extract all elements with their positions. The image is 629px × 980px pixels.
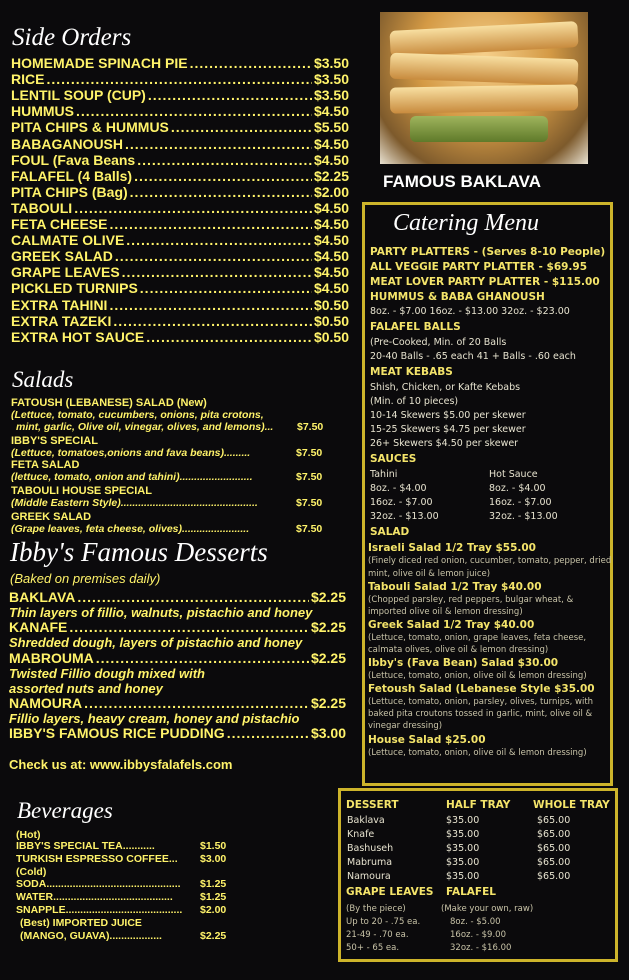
cold-label: (Cold)	[16, 866, 47, 878]
beverage-name: WATER.........................................	[16, 891, 173, 903]
catering-line: (Lettuce, tomato, onion, olive oil & lemon dressing)	[368, 671, 587, 681]
beverage-price: $2.00	[200, 904, 227, 916]
side-order-row	[11, 216, 349, 232]
baklava-photo	[380, 12, 588, 164]
salad-desc: (Lettuce, tomatoes,onions and fava beans).........	[11, 447, 251, 459]
catering-line: 26+ Skewers $4.50 per skewer	[370, 438, 519, 449]
catering-line: HUMMUS & BABA GHANOUSH	[370, 291, 545, 303]
catering-line: Shish, Chicken, or Kafte Kebabs	[370, 382, 521, 393]
beverage-price: $2.25	[200, 930, 227, 942]
salad-name: FETA SALAD	[11, 459, 80, 471]
item-price: $3.50	[313, 87, 349, 104]
tray-whole: $65.00	[537, 857, 571, 868]
item-name: HOMEMADE SPINACH PIE	[11, 55, 188, 71]
salad-desc: (Lettuce, tomato, cucumbers, onions, pita crotons,	[11, 409, 264, 421]
item-name: PITA CHIPS (Bag)	[11, 183, 128, 200]
side-order-row	[11, 184, 349, 200]
side-order-row	[11, 87, 349, 103]
item-name: FETA CHEESE	[11, 216, 108, 232]
photo-caption: FAMOUS BAKLAVA	[383, 172, 542, 191]
falafel-head: FALAFEL	[446, 886, 496, 898]
falafel-line: 32oz. - $16.00	[450, 943, 512, 953]
catering-line: (Min. of 10 pieces)	[370, 396, 459, 407]
item-name: EXTRA HOT SAUCE	[11, 328, 145, 345]
leader-dots	[140, 280, 312, 296]
beverage-name: (MANGO, GUAVA)..................	[20, 930, 162, 942]
beverage-price: $1.50	[200, 840, 227, 852]
dessert-desc: Fillio layers, heavy cream, honey and pistachio	[9, 711, 300, 726]
item-name: TABOULI	[11, 199, 73, 216]
item-price: $0.50	[313, 312, 349, 329]
catering-line: (Lettuce, tomato, onion, olive oil & lemon dressing)	[368, 748, 587, 758]
beverage-name: TURKISH ESPRESSO COFFEE...	[16, 853, 178, 865]
tray-item: Namoura	[347, 871, 391, 882]
catering-line: Greek Salad 1/2 Tray $40.00	[368, 619, 535, 631]
tray-item: Mabruma	[347, 857, 393, 868]
leader-dots	[130, 184, 312, 200]
tray-half: $35.00	[446, 815, 480, 826]
item-price: $4.50	[313, 264, 349, 281]
catering-line: baked pita croutons tossed in garlic, mint, olive oil &	[368, 709, 593, 719]
dessert-row	[9, 650, 346, 666]
side-order-row	[11, 168, 349, 184]
side-order-row	[11, 71, 349, 87]
side-order-row	[11, 248, 349, 264]
leader-dots	[96, 650, 309, 666]
catering-line: 32oz. - $13.00	[489, 511, 558, 522]
item-name: HUMMUS	[11, 103, 74, 120]
catering-line: SALAD	[370, 526, 410, 538]
falafel-line: 16oz. - $9.00	[450, 930, 506, 940]
salad-desc: (lettuce, tomato, onion and tahini).........................	[11, 471, 253, 483]
leader-dots	[74, 200, 312, 216]
beverage-name: SNAPPLE........................................	[16, 904, 183, 916]
tray-half: $35.00	[446, 857, 480, 868]
catering-line: ALL VEGGIE PARTY PLATTER - $69.95	[370, 261, 588, 273]
catering-title: Catering Menu	[393, 210, 539, 236]
leader-dots	[227, 725, 309, 741]
salad-name: GREEK SALAD	[11, 511, 92, 523]
leader-dots	[113, 313, 312, 329]
catering-line: calmata olives, olive oil & lemon dressing)	[368, 645, 549, 655]
grape-line: (By the piece)	[346, 904, 406, 914]
item-name: MABROUMA	[9, 650, 94, 666]
catering-line: 16oz. - $7.00	[489, 497, 552, 508]
hot-label: (Hot)	[16, 829, 41, 841]
salad-name: TABOULI HOUSE SPECIAL	[11, 485, 152, 497]
item-name: PITA CHIPS & HUMMUS	[11, 119, 169, 136]
item-price: $3.50	[313, 71, 349, 88]
salad-name: FATOUSH (LEBANESE) SALAD (New)	[11, 397, 207, 409]
catering-line: 15-25 Skewers $4.75 per skewer	[370, 424, 526, 435]
item-price: $2.25	[310, 589, 346, 605]
salad-price: $7.50	[296, 447, 323, 459]
tray-half: $35.00	[446, 829, 480, 840]
catering-line: (Pre-Cooked, Min. of 20 Balls	[370, 337, 507, 348]
item-price: $4.50	[313, 135, 349, 152]
item-price: $2.25	[310, 695, 346, 711]
dessert-row	[9, 725, 346, 741]
item-name: GRAPE LEAVES	[11, 264, 120, 281]
leader-dots	[115, 248, 312, 264]
catering-line: (Lettuce, tomato, onion, grape leaves, feta cheese,	[368, 633, 587, 643]
leader-dots	[171, 119, 312, 135]
salad-desc: mint, garlic, Olive oil, vinegar, olives, and lemons)...	[16, 421, 274, 433]
salad-desc: (Grape leaves, feta cheese, olives).......................	[11, 523, 250, 535]
side-order-row	[11, 329, 349, 345]
catering-line: 32oz. - $13.00	[370, 511, 439, 522]
item-name: GREEK SALAD	[11, 248, 113, 265]
item-name: LENTIL SOUP (CUP)	[11, 87, 146, 104]
tray-whole-head: WHOLE TRAY	[533, 799, 610, 811]
catering-line: MEAT KEBABS	[370, 366, 453, 378]
catering-line: Israeli Salad 1/2 Tray $55.00	[368, 542, 536, 554]
item-price: $2.00	[313, 183, 349, 200]
tray-item: Baklava	[347, 815, 385, 826]
beverage-price: $1.25	[200, 891, 227, 903]
catering-line: (Lettuce, tomato, onion, parsley, olives, turnips, with	[368, 697, 594, 707]
catering-line: mint, olive oil & lemon juice)	[368, 569, 491, 579]
leader-dots	[46, 71, 312, 87]
tray-half-head: HALF TRAY	[446, 799, 511, 811]
tray-item: Knafe	[347, 829, 375, 840]
catering-line: Hot Sauce	[489, 469, 538, 480]
item-price: $4.50	[313, 232, 349, 249]
catering-line: vinegar dressing)	[368, 721, 443, 731]
tray-whole: $65.00	[537, 871, 571, 882]
beverages-title: Beverages	[17, 798, 113, 823]
side-order-row	[11, 313, 349, 329]
item-name: EXTRA TAHINI	[11, 296, 108, 313]
catering-line: 20-40 Balls - .65 each 41 + Balls - .60 each	[370, 351, 576, 362]
catering-line: 10-14 Skewers $5.00 per skewer	[370, 410, 526, 421]
salad-price: $7.50	[296, 523, 323, 535]
item-price: $4.50	[313, 199, 349, 216]
salad-price: $7.50	[297, 421, 324, 433]
leader-dots	[134, 168, 312, 184]
side-order-row	[11, 232, 349, 248]
tray-dessert-head: DESSERT	[346, 799, 399, 811]
desserts-subtitle: (Baked on premises daily)	[10, 571, 161, 586]
item-price: $0.50	[313, 328, 349, 345]
item-name: NAMOURA	[9, 695, 83, 711]
leader-dots	[69, 619, 309, 635]
side-order-row	[11, 152, 349, 168]
leader-dots	[76, 103, 312, 119]
item-name: BABAGANOUSH	[11, 135, 123, 152]
website-link[interactable]: Check us at: www.ibbysfalafels.com	[9, 757, 233, 772]
dessert-desc: Shredded dough, layers of pistachio and honey	[9, 635, 303, 650]
catering-line: PARTY PLATTERS - (Serves 8-10 People)	[370, 246, 606, 258]
catering-line: House Salad $25.00	[368, 734, 486, 746]
dessert-desc: assorted nuts and honey	[9, 681, 163, 696]
item-name: BAKLAVA	[9, 589, 76, 605]
leader-dots	[109, 216, 311, 232]
grape-line: Up to 20 - .75 ea.	[346, 917, 421, 927]
grape-head: GRAPE LEAVES	[346, 886, 434, 898]
tray-whole: $65.00	[537, 815, 571, 826]
dessert-row	[9, 589, 346, 605]
item-price: $4.50	[313, 216, 349, 232]
leader-dots	[126, 232, 312, 248]
catering-line: 8oz. - $4.00	[489, 483, 546, 494]
leader-dots	[125, 136, 312, 152]
catering-line: imported olive oil & lemon dressing)	[368, 607, 523, 617]
grape-line: 50+ - 65 ea.	[346, 943, 400, 953]
tray-whole: $65.00	[537, 843, 571, 854]
item-name: CALMATE OLIVE	[11, 232, 125, 249]
salad-price: $7.50	[296, 471, 323, 483]
dessert-row	[9, 695, 346, 711]
side-order-row	[11, 136, 349, 152]
leader-dots	[122, 264, 312, 280]
side-order-row	[11, 297, 349, 313]
tray-half: $35.00	[446, 843, 480, 854]
leader-dots	[190, 55, 312, 71]
beverage-name: IBBY'S SPECIAL TEA...........	[16, 840, 155, 852]
falafel-line: (Make your own, raw)	[441, 904, 534, 914]
item-name: FOUL (Fava Beans	[11, 151, 136, 168]
tray-half: $35.00	[446, 871, 480, 882]
side-order-row	[11, 264, 349, 280]
item-name: FALAFEL (4 Balls)	[11, 167, 133, 184]
item-price: $4.50	[313, 280, 349, 297]
side-order-row	[11, 280, 349, 296]
catering-line: MEAT LOVER PARTY PLATTER - $115.00	[370, 276, 600, 288]
item-name: KANAFE	[9, 619, 68, 635]
item-name: PICKLED TURNIPS	[11, 280, 138, 297]
falafel-line: 8oz. - $5.00	[450, 917, 501, 927]
beverage-name: SODA..............................................	[16, 878, 181, 890]
tray-whole: $65.00	[537, 829, 571, 840]
side-order-row	[11, 103, 349, 119]
leader-dots	[148, 87, 312, 103]
side-order-row	[11, 200, 349, 216]
item-price: $3.00	[310, 725, 346, 741]
item-price: $4.50	[313, 151, 349, 168]
item-name: EXTRA TAZEKI	[11, 312, 112, 329]
item-price: $2.25	[313, 167, 349, 184]
catering-line: Ibby's (Fava Bean) Salad $30.00	[368, 657, 559, 669]
catering-line: (Finely diced red onion, cucumber, tomato, pepper, dried	[368, 556, 612, 566]
catering-line: Fetoush Salad (Lebanese Style $35.00	[368, 683, 595, 695]
item-price: $5.50	[313, 119, 349, 136]
beverage-name: (Best) IMPORTED JUICE	[20, 917, 142, 929]
catering-line: FALAFEL BALLS	[370, 321, 461, 333]
side-order-row	[11, 119, 349, 135]
salads-title: Salads	[12, 367, 74, 392]
side-order-row	[11, 55, 349, 71]
dessert-desc: Twisted Fillio dough mixed with	[9, 666, 205, 681]
catering-line: Tahini	[370, 469, 398, 480]
item-price: $0.50	[313, 296, 349, 313]
leader-dots	[137, 152, 312, 168]
catering-line: (Chopped parsley, red peppers, bulgar wheat, &	[368, 595, 574, 605]
dessert-row	[9, 619, 346, 635]
item-price: $4.50	[313, 248, 349, 265]
catering-line: 8oz. - $4.00	[370, 483, 427, 494]
tray-item: Bashuseh	[347, 843, 394, 854]
side-orders-title: Side Orders	[12, 24, 132, 51]
catering-line: SAUCES	[370, 453, 417, 465]
item-name: IBBY'S FAMOUS RICE PUDDING	[9, 725, 225, 741]
catering-line: Tabouli Salad 1/2 Tray $40.00	[368, 581, 542, 593]
grape-line: 21-49 - .70 ea.	[346, 930, 409, 940]
leader-dots	[77, 589, 309, 605]
leader-dots	[146, 329, 312, 345]
item-name: RICE	[11, 71, 45, 88]
dessert-desc: Thin layers of fillio, walnuts, pistachio and honey	[9, 605, 313, 620]
beverage-price: $1.25	[200, 878, 227, 890]
salad-name: IBBY'S SPECIAL	[11, 435, 98, 447]
leader-dots	[84, 695, 309, 711]
salad-price: $7.50	[296, 497, 323, 509]
catering-line: 16oz. - $7.00	[370, 497, 433, 508]
item-price: $3.50	[313, 55, 349, 71]
catering-line: 8oz. - $7.00 16oz. - $13.00 32oz. - $23.00	[370, 306, 570, 317]
item-price: $2.25	[310, 619, 346, 635]
beverage-price: $3.00	[200, 853, 227, 865]
salad-desc: (Middle Eastern Style)...............................................	[11, 497, 258, 509]
item-price: $2.25	[310, 650, 346, 666]
leader-dots	[109, 297, 312, 313]
desserts-title: Ibby's Famous Desserts	[10, 537, 268, 567]
item-price: $4.50	[313, 103, 349, 120]
